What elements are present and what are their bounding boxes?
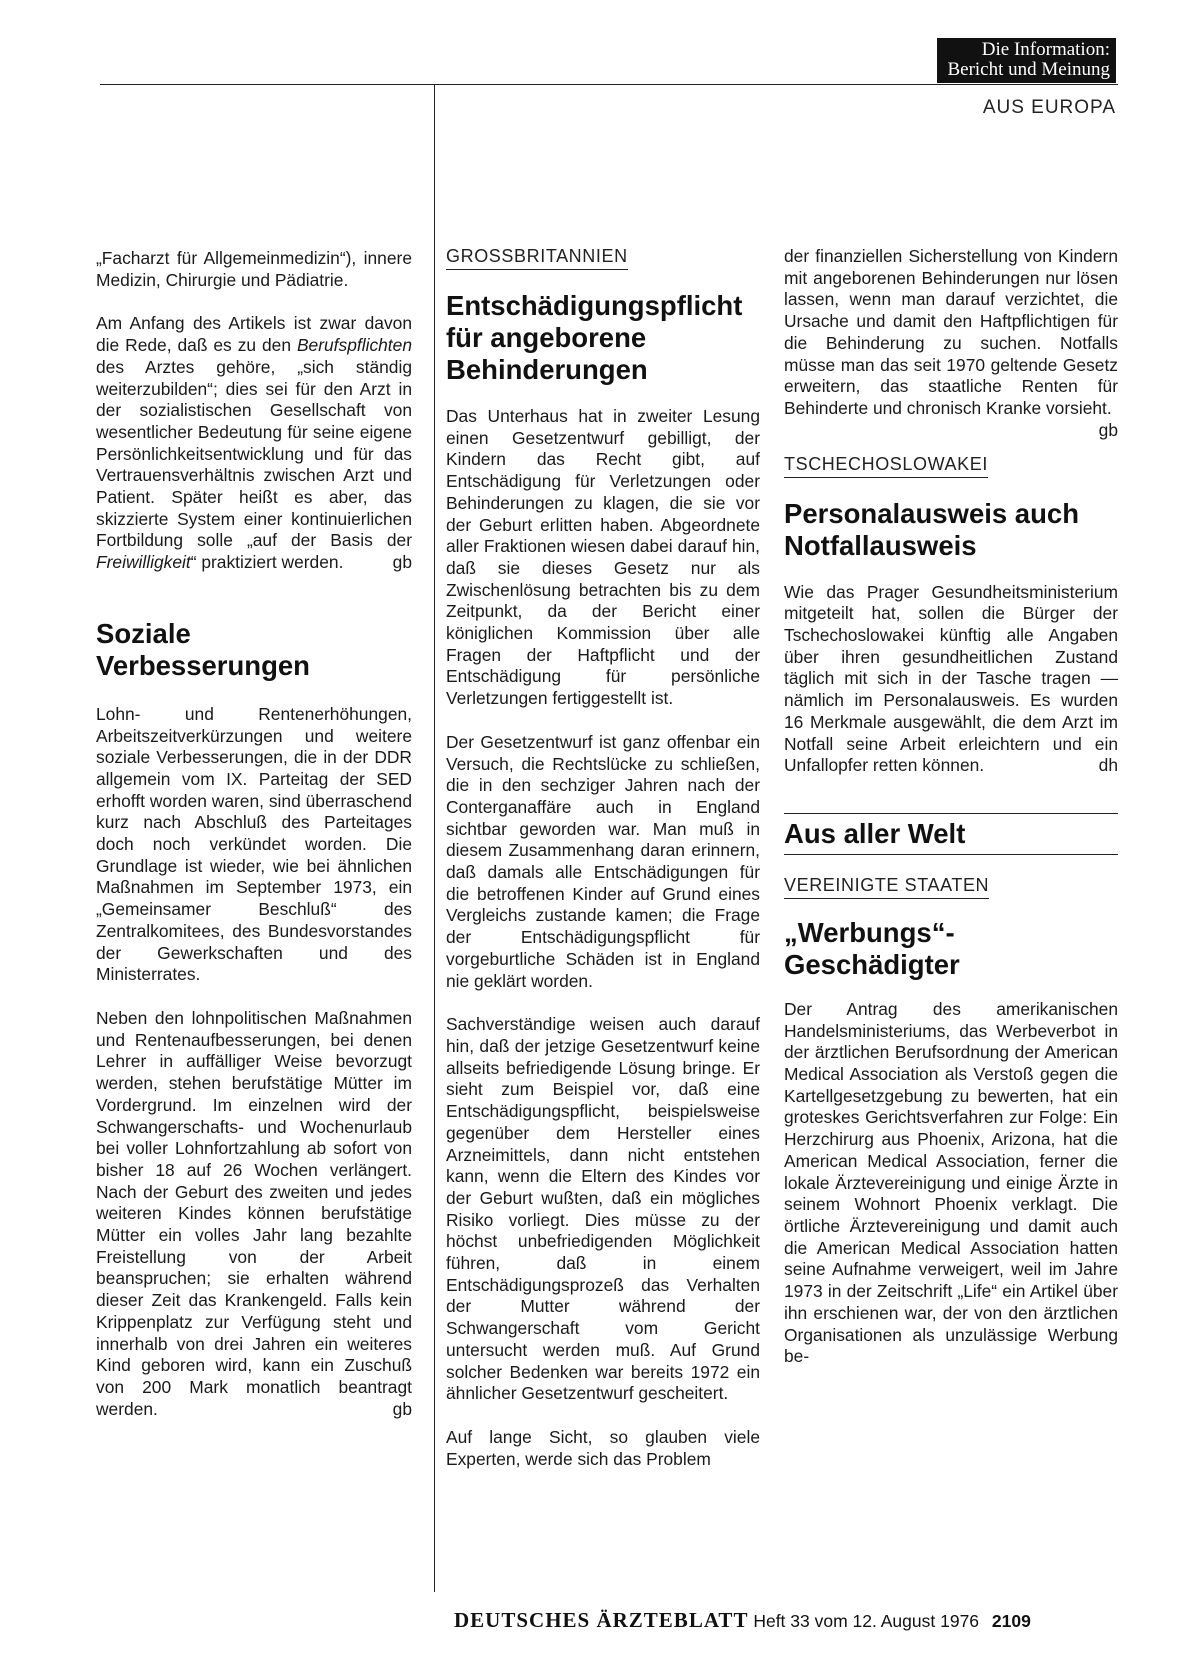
footer xyxy=(454,1608,1031,1633)
header-box xyxy=(937,38,1116,83)
text-run: der finanziellen Sicherstellung von Kindern mit angeborenen Behinderungen nur lösen lassen, wenn man darauf verzichtet, die Ursache und damit den Haftpflichtigen für die Behinderung zu suchen. Notfalls müsse man das seit 1970 geltende Gesetz erweitern, das staatliche Renten für Behinderte und chronisch Kranke vorsieht. xyxy=(784,246,1118,418)
col1-paragraph-4 xyxy=(96,1008,412,1420)
column-3 xyxy=(784,246,1118,1368)
author-sign: gb xyxy=(392,1398,412,1419)
issue-info: Heft 33 vom 12. August 1976 xyxy=(753,1611,980,1631)
col3-paragraph-3: Der Antrag des amerikanischen Handelsministeriums, das Werbeverbot in der ärztlichen Berufsordnung der American Medical Association als Verstoß gegen die Kartellgesetzgebung zu bewerten, hat ein groteskes Gerichtsverfahren zur Folge: Ein Herzchirurg aus Phoenix, Arizona, hat die American Medical Association, ferner die lokale Ärztevereinigung und einige Ärzte in seinem Wohnort Phoenix verklagt. Die örtliche Ärztevereinigung und damit auch die American Medical Association hatten seine Aufnahme verweigert, weil im Jahre 1973 in der Zeitschrift „Life“ ein Artikel über ihn erschienen war, der von den ärztlichen Organisationen als unzulässige Werbung be- xyxy=(784,998,1118,1367)
col3-paragraph-2 xyxy=(784,582,1118,777)
section-rule-top xyxy=(784,813,1118,814)
col3-paragraph-1 xyxy=(784,246,1118,440)
col1-paragraph-2 xyxy=(96,313,412,573)
emphasis-berufspflichten: Berufspflichten xyxy=(296,335,412,356)
heading-personalausweis: Personalausweis auch Notfallausweis xyxy=(784,497,1079,561)
author-sign: gb xyxy=(392,552,412,573)
top-rule xyxy=(100,84,1118,85)
section-label: AUS EUROPA xyxy=(982,97,1116,118)
author-sign: dh xyxy=(1098,755,1118,776)
col2-paragraph-4: Auf lange Sicht, so glauben viele Experten, werde sich das Problem xyxy=(446,1426,760,1469)
text-run: Neben den lohnpolitischen Maßnahmen und Rentenaufbesserungen, bei denen Lehrer in auffälliger Weise bevorzugt werden, stehen berufstätige Mütter im Vordergrund. Im einzelnen wird der Schwangerschafts- und Wochenurlaub bei voller Lohnfortzahlung ab sofort von bisher 18 auf 26 Wochen verlängert. Nach der Geburt des zweiten und jedes weiteren Kindes können berufstätige Mütter ein volles Jahr lang bezahlte Freistellung von der Arbeit beanspruchen; sie erhalten während dieser Zeit das Krankengeld. Falls kein Krippenplatz zur Verfügung steht und innerhalb von drei Jahren ein weiteres Kind geboren wird, kann ein Zuschuß von 200 Mark monatlich beantragt werden. xyxy=(96,1007,412,1419)
column-2 xyxy=(446,246,760,1470)
kicker-grossbritannien: GROSSBRITANNIEN xyxy=(446,246,628,270)
col2-paragraph-3: Sachverständige weisen auch darauf hin, daß der jetzige Gesetzentwurf keine allseits befriedigende Lösung bringe. Er sieht zum Beispiel vor, daß eine Entschädigungspflicht, beispielsweise gegenüber dem Hersteller eines Arzneimittels, dann nicht entstehen kann, wenn die Eltern des Kindes vor der Geburt wußten, daß ein mögliches Risiko vorliegt. Dies müsse zu der höchst unbefriedigenden Möglichkeit führen, daß in einem Entschädigungsprozeß das Verhalten der Mutter während der Schwangerschaft vom Gericht untersucht werden muß. Auf Grund solcher Bedenken war bereits 1972 ein ähnlicher Gesetzentwurf gescheitert. xyxy=(446,1014,760,1404)
col2-paragraph-2: Der Gesetzentwurf ist ganz offenbar ein Versuch, die Rechtslücke zu schließen, die in den sechziger Jahren nach der Conterganaffäre auch in England sichtbar geworden war. Man muß in diesem Zusammenhang daran erinnern, daß damals alle Entschädigungen für die betroffenen Kinder auf Grund eines Vergleichs zustande kamen; die Frage der Entschädigungspflicht für vorgeburtliche Schäden ist in England nie geklärt worden. xyxy=(446,731,760,991)
section-rule-bottom xyxy=(784,854,1118,855)
emphasis-freiwilligkeit: Freiwilligkeit xyxy=(96,552,191,573)
column-1 xyxy=(96,248,412,1420)
text-run: des Arztes gehöre, „sich ständig weiterzubilden“; dies sei für den Arzt in der sozialistischen Gesellschaft von wesentlicher Bedeutung für seine eigene Persönlichkeitsentwicklung und für das Vertrauensverhältnis zwischen Arzt und Patient. Später heißt es aber, das skizzierte System einer kontinuierlichen Fortbildung solle „auf der Basis der xyxy=(96,356,412,551)
publication-name: DEUTSCHES ÄRZTEBLATT xyxy=(454,1608,749,1632)
col1-paragraph-3: Lohn- und Rentenerhöhungen, Arbeitszeitverkürzungen und weitere soziale Verbesserungen, die in der DDR allgemein vom IX. Parteitag der SED erhofft worden waren, sind überraschend kurz nach Abschluß des Parteitages doch noch verkündet worden. Die Grundlage ist wieder, wie bei ähnlichen Maßnahmen im September 1973, ein „Gemeinsamer Beschluß“ des Zentralkomitees, des Bundesvorstandes der Gewerkschaften und des Ministerrates. xyxy=(96,703,412,985)
text-run: Am Anfang des Artikels ist zwar davon die Rede, daß es zu den xyxy=(96,313,412,356)
heading-entschaedigungspflicht: Entschädigungspflicht für angeborene Behinderungen xyxy=(446,290,743,385)
header-line-1: Die Information: xyxy=(981,39,1110,60)
kicker-tschechoslowakei: TSCHECHOSLOWAKEI xyxy=(784,454,988,478)
col1-paragraph-1: „Facharzt für Allgemeinmedizin“), innere Medizin, Chirurgie und Pädiatrie. xyxy=(96,248,412,290)
column-divider xyxy=(434,84,435,1592)
text-run: Wie das Prager Gesundheitsministerium mitgeteilt hat, sollen die Bürger der Tschechoslowakei künftig alle Angaben über ihren gesundheitlichen Zustand täglich mit sich in der Tasche tragen — nämlich im Personalausweis. Es wurden 16 Merkmale ausgewählt, die dem Arzt im Notfall seine Arbeit erleichtern und ein Unfallopfer retten können. xyxy=(784,581,1118,776)
page-number: 2109 xyxy=(991,1611,1031,1631)
col2-paragraph-1: Das Unterhaus hat in zweiter Lesung einen Gesetzentwurf gebilligt, der Kindern das Recht gibt, auf Entschädigung für Verletzungen oder Behinderungen zu klagen, die sie vor der Geburt erlitten haben. Abgeordnete aller Fraktionen wiesen dabei darauf hin, daß sie dieses Gesetz nur als Zwischenlösung betrachten bis zu dem Zeitpunkt, da der Bericht einer königlichen Kommission über alle Fragen der Haftpflicht und der Entschädigung für persönliche Verletzungen fertiggestellt ist. xyxy=(446,406,760,709)
text-run: “ praktiziert werden. xyxy=(190,552,344,573)
author-sign: gb xyxy=(1098,419,1118,440)
kicker-vereinigte-staaten: VEREINIGTE STAATEN xyxy=(784,875,989,899)
heading-soziale-verbesserungen: Soziale Verbesserungen xyxy=(96,617,310,681)
header-line-2: Bericht und Meinung xyxy=(947,59,1110,80)
heading-werbungs-geschaedigter: „Werbungs“-Geschädigter xyxy=(784,916,960,980)
section-heading-aus-aller-welt: Aus aller Welt xyxy=(784,817,966,849)
